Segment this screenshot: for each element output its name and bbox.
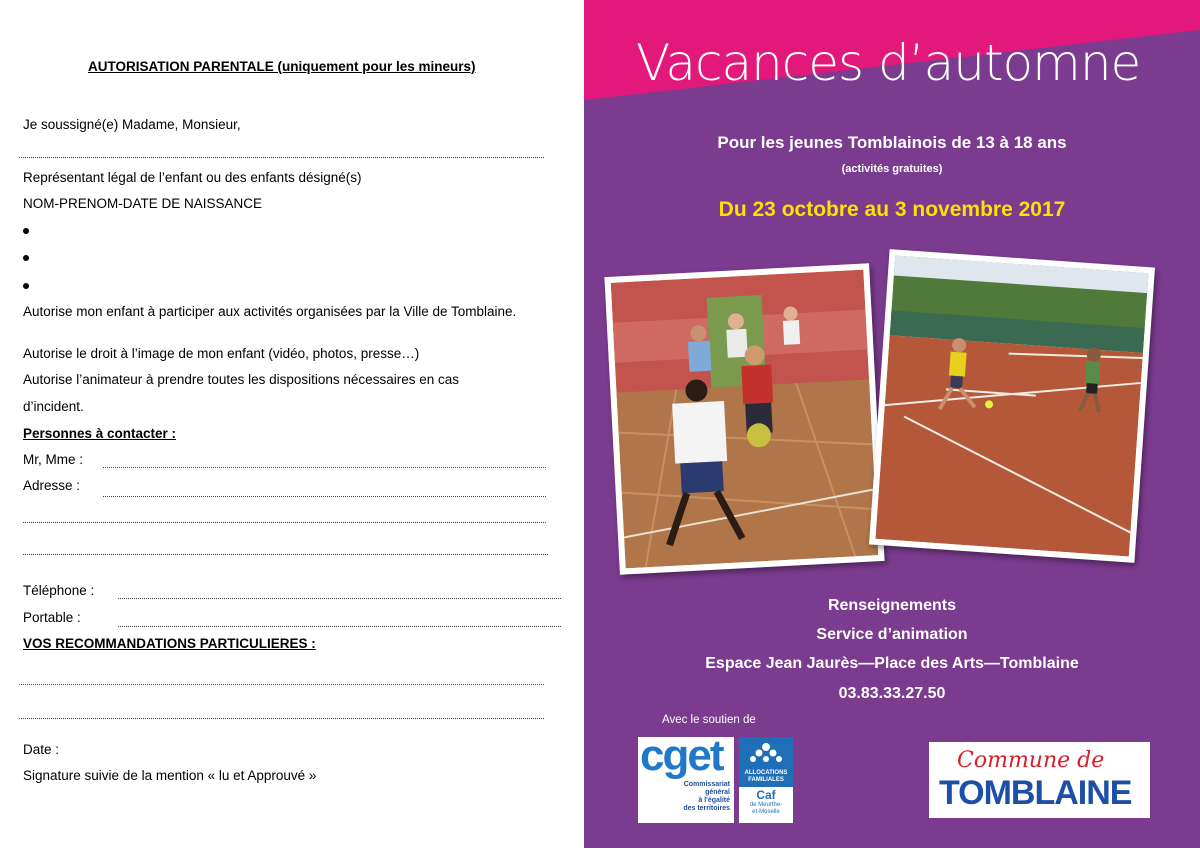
- gym-photo: [604, 263, 884, 574]
- address-line-3[interactable]: [23, 554, 548, 555]
- cget-caption-1: Commissariat: [683, 781, 730, 788]
- caf-emblem-icon: [739, 739, 793, 769]
- commune-script: Commune de: [957, 748, 1105, 773]
- recommendations-header: VOS RECOMMANDATIONS PARTICULIERES :: [23, 636, 316, 651]
- phone-label: Téléphone :: [23, 583, 95, 598]
- cget-logo: [638, 731, 734, 823]
- name-fill-line[interactable]: [19, 157, 544, 158]
- contact-name-label: Mr, Mme :: [23, 452, 83, 467]
- audience-text: Pour les jeunes Tomblainois de 13 à 18 ans: [717, 133, 1067, 152]
- contacts-header: Personnes à contacter :: [23, 426, 177, 441]
- cget-caption-3: à l'égalité: [698, 797, 730, 804]
- phone-line[interactable]: [118, 598, 561, 599]
- authorize-staff-text-1: Autorise l’animateur à prendre toutes les dispositions nécessaires en cas: [23, 372, 459, 387]
- caf-logo: [739, 737, 793, 823]
- cget-caption-4: des territoires: [683, 805, 730, 812]
- signature-label: Signature suivie de la mention « lu et Approuvé »: [23, 768, 317, 783]
- name-header: NOM-PRENOM-DATE DE NAISSANCE: [23, 196, 263, 211]
- mobile-label: Portable :: [23, 610, 81, 625]
- address-line-2[interactable]: [23, 522, 546, 523]
- caf-caption-top-1: ALLOCATIONS: [744, 770, 788, 776]
- recommendations-line-2[interactable]: [19, 718, 544, 719]
- cget-caption-2: général: [705, 789, 730, 796]
- recommendations-line-1[interactable]: [19, 684, 544, 685]
- cget-wordmark: cget: [640, 731, 723, 780]
- dates-text: Du 23 octobre au 3 novembre 2017: [718, 198, 1066, 221]
- child-bullet-3: [23, 283, 29, 289]
- poster-headline: Vacances d’automne: [636, 34, 1141, 92]
- phone-text: 03.83.33.27.50: [838, 685, 946, 702]
- date-label: Date :: [23, 742, 60, 757]
- service-text: Service d’animation: [816, 626, 968, 643]
- child-bullet-1: [23, 228, 29, 234]
- tennis-photo: [869, 249, 1155, 563]
- authorization-form: [0, 0, 584, 848]
- intro-text: Je soussigné(e) Madame, Monsieur,: [23, 117, 241, 132]
- contact-name-line[interactable]: [103, 467, 546, 468]
- form-title: AUTORISATION PARENTALE (uniquement pour les mineurs): [88, 59, 476, 74]
- caf-caption-top-2: FAMILIALES: [748, 777, 784, 783]
- authorize-image-text: Autorise le droit à l’image de mon enfant (vidéo, photos, presse…): [23, 346, 420, 361]
- caf-name: Caf: [756, 788, 776, 802]
- caf-caption-bottom-1: de Meurthe-: [749, 802, 783, 808]
- commune-name: TOMBLAINE: [939, 774, 1132, 812]
- free-note: (activités gratuites): [841, 163, 943, 175]
- info-title: Renseignements: [827, 597, 957, 614]
- address-text: Espace Jean Jaurès—Place des Arts—Tomblaine: [705, 655, 1079, 672]
- address-label: Adresse :: [23, 478, 81, 493]
- caf-caption-bottom-2: et-Moselle: [752, 809, 780, 815]
- mobile-line[interactable]: [118, 626, 561, 627]
- representative-text: Représentant légal de l’enfant ou des enfants désigné(s): [23, 170, 362, 185]
- tomblaine-logo: [929, 742, 1150, 818]
- support-label: Avec le soutien de: [662, 714, 756, 726]
- authorize-activities-text: Autorise mon enfant à participer aux activités organisées par la Ville de Tomblaine.: [23, 304, 517, 319]
- authorize-staff-text-2: d’incident.: [23, 399, 84, 414]
- poster-panel: [584, 0, 1200, 848]
- child-bullet-2: [23, 255, 29, 261]
- address-line-1[interactable]: [103, 496, 546, 497]
